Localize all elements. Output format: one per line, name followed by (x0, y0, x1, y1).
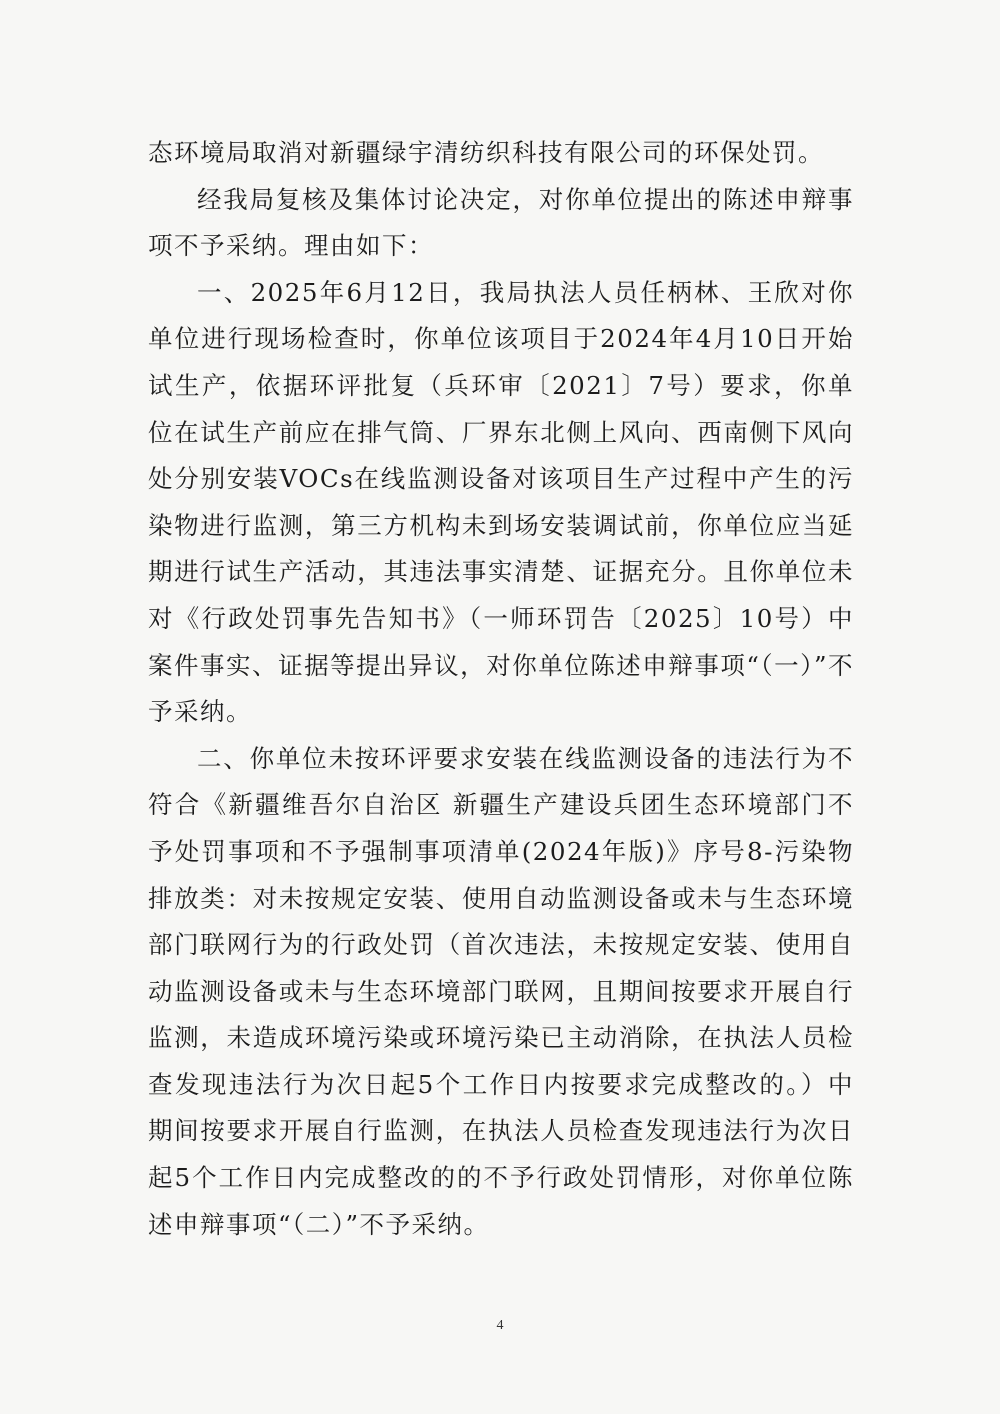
page-number: 4 (496, 1318, 504, 1333)
paragraph-review-decision: 经我局复核及集体讨论决定，对你单位提出的陈述申辩事项不予采纳。理由如下： (148, 184, 854, 261)
body-text (148, 130, 854, 1248)
paragraph-reason-one: 一、2025年6月12日，我局执法人员任柄林、王欣对你单位进行现场检查时，你单位该项目于2024年4月10日开始试生产，依据环评批复（兵环审〔2021〕7号）要求，你单位在试生产前应在排气筒、厂界东北侧上风向、西南侧下风向处分别安装VOCs在线监测设备对该项目生产过程中产生的污染物进行监测，第三方机构未到场安装调试前，你单位应当延期进行试生产活动，其违法事实清楚、证据充分。且你单位未对《行政处罚事先告知书》（一师环罚告〔2025〕10号）中案件事实、证据等提出异议，对你单位陈述申辩事项“（一）”不予采纳。 (148, 277, 854, 727)
paragraph-reason-two: 二、你单位未按环评要求安装在线监测设备的违法行为不符合《新疆维吾尔自治区 新疆生产建设兵团生态环境部门不予处罚事项和不予强制事项清单(2024年版)》序号8-污染物排放类：对未按规定安装、使用自动监测设备或未与生态环境部门联网行为的行政处罚（首次违法，未按规定安装、使用自动监测设备或未与生态环境部门联网，且期间按要求开展自行监测，未造成环境污染或环境污染已主动消除，在执法人员检查发现违法行为次日起5个工作日内按要求完成整改的。）中期间按要求开展自行监测，在执法人员检查发现违法行为次日起5个工作日内完成整改的的不予行政处罚情形，对你单位陈述申辩事项“（二）”不予采纳。 (148, 743, 854, 1239)
paragraph-continuation: 态环境局取消对新疆绿宇清纺织科技有限公司的环保处罚。 (148, 138, 824, 167)
